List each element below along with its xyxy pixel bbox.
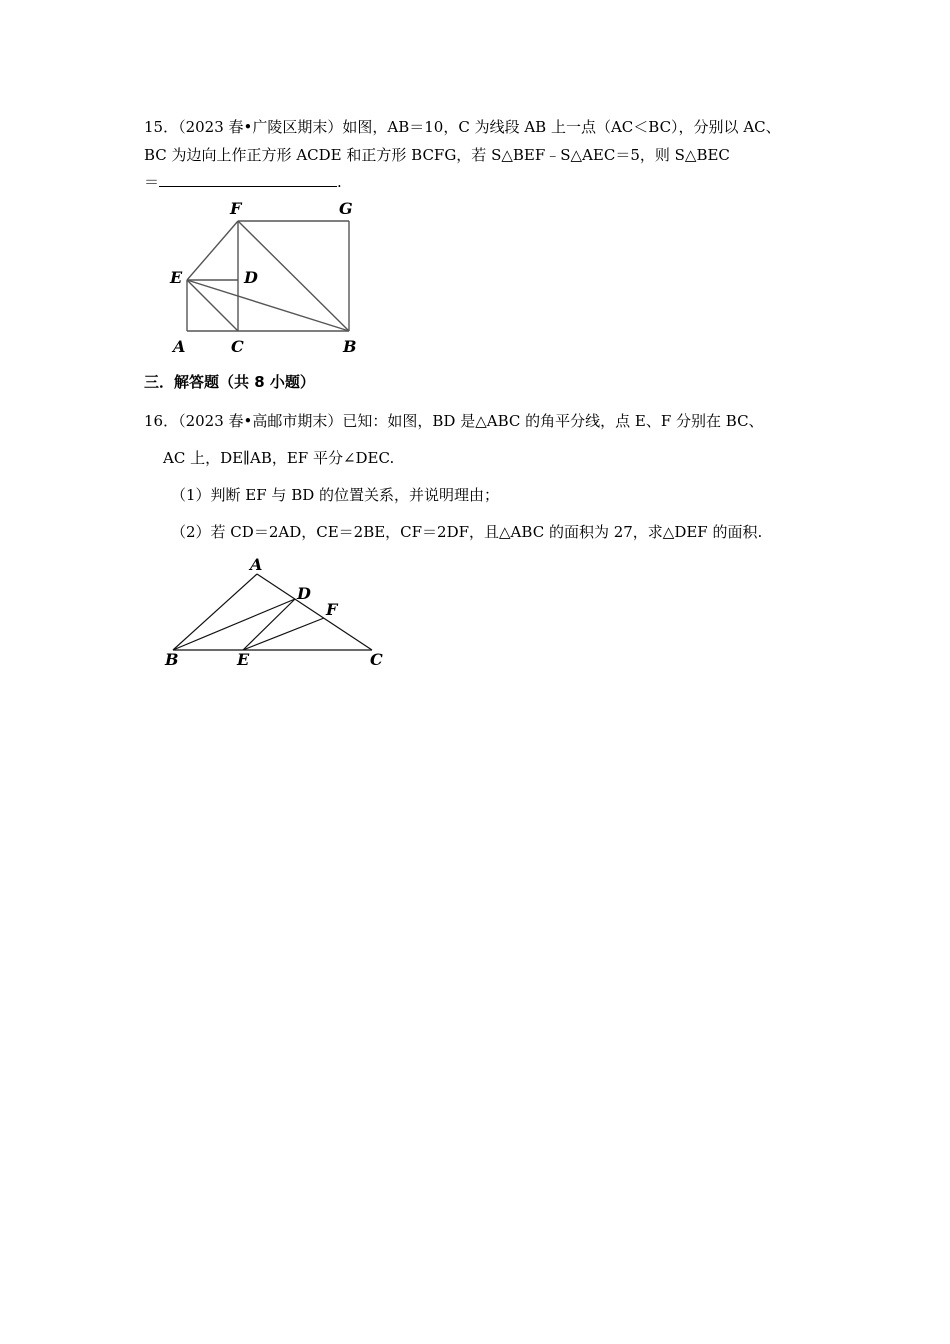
q16-figure bbox=[160, 552, 400, 677]
q16-part-1: （1）判断 EF 与 BD 的位置关系，并说明理由； bbox=[171, 486, 500, 504]
q15-line-3 bbox=[144, 172, 342, 192]
q15-segment-ef bbox=[187, 221, 238, 280]
q15-segment-eb bbox=[187, 280, 349, 331]
q15-label-d: D bbox=[244, 268, 258, 287]
q16-label-d: D bbox=[297, 584, 311, 603]
q16-segment-ac bbox=[257, 574, 372, 650]
q16-part-2: （2）若 CD＝2AD，CE＝2BE，CF＝2DF，且△ABC 的面积为 27，求△DEF 的面积. bbox=[171, 523, 763, 541]
q15-equals: ＝ bbox=[144, 173, 160, 191]
q15-label-e: E bbox=[170, 268, 183, 287]
q16-line-2: AC 上，DE∥AB，EF 平分∠DEC. bbox=[163, 449, 395, 467]
q15-line-2: BC 为边向上作正方形 ACDE 和正方形 BCFG，若 S△BEF﹣S△AEC＝5，则 S△BEC bbox=[144, 146, 730, 164]
q16-segment-ef bbox=[243, 618, 324, 650]
q16-label-f: F bbox=[326, 600, 338, 619]
q15-label-b: B bbox=[343, 337, 357, 356]
q16-segment-ed bbox=[243, 599, 295, 650]
q16-label-e: E bbox=[237, 650, 250, 669]
q15-period: . bbox=[337, 173, 342, 191]
q15-answer-blank bbox=[159, 172, 337, 187]
q15-label-a: A bbox=[173, 337, 186, 356]
q16-label-a: A bbox=[250, 555, 263, 574]
q16-label-b: B bbox=[165, 650, 179, 669]
section-3-heading: 三．解答题（共 8 小题） bbox=[144, 373, 315, 391]
q16-line-1: 16．（2023 春•高邮市期末）已知：如图，BD 是△ABC 的角平分线，点 E、F 分别在 BC、 bbox=[144, 412, 764, 430]
q15-label-c: C bbox=[231, 337, 244, 356]
q16-segment-bd bbox=[173, 599, 295, 650]
q16-label-c: C bbox=[370, 650, 383, 669]
q15-label-g: G bbox=[339, 199, 353, 218]
q15-label-f: F bbox=[230, 199, 242, 218]
q16-segment-ba bbox=[173, 574, 257, 650]
q15-figure bbox=[160, 195, 370, 360]
q15-line-1: 15．（2023 春•广陵区期末）如图，AB＝10，C 为线段 AB 上一点（AC＜BC），分别以 AC、 bbox=[144, 118, 781, 136]
